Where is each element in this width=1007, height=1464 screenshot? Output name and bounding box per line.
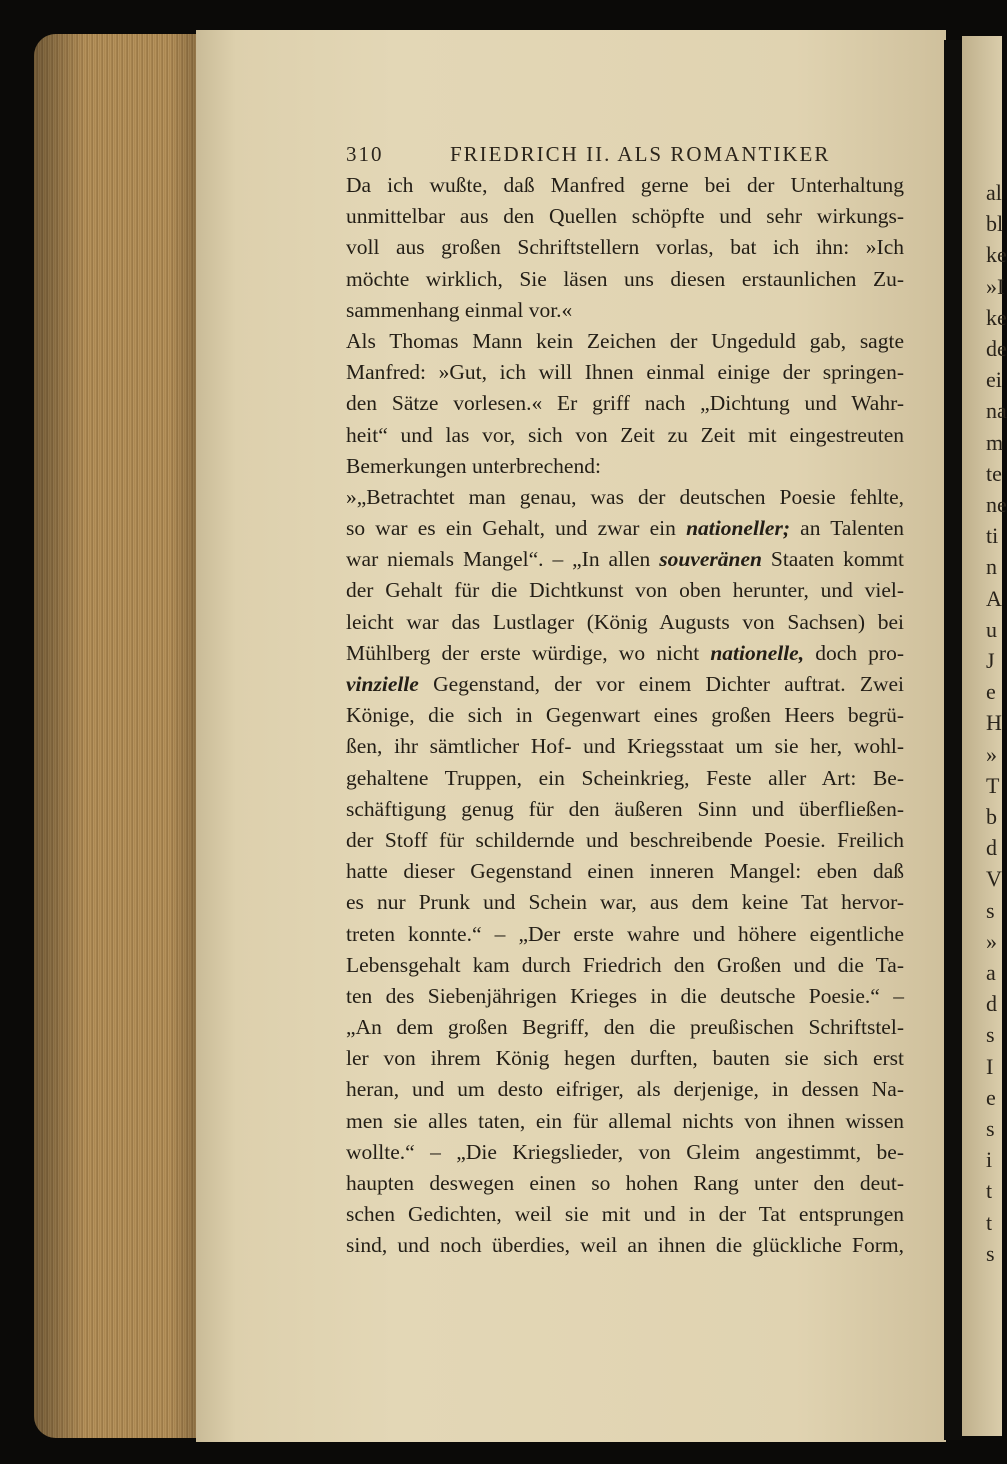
facing-page-fragment: t xyxy=(986,1178,993,1204)
facing-page-fragment: »I xyxy=(986,273,1005,299)
text-line xyxy=(346,981,904,1012)
line-text: der Stoff für schildernde und beschreibende Poesie. Freilich xyxy=(346,827,904,852)
facing-page-fragment: i xyxy=(986,1147,993,1173)
facing-page-fragment: J xyxy=(986,648,995,673)
text-line xyxy=(346,326,904,357)
line-text: voll aus großen Schriftstellern vorlas, bat ich ihn: »Ich xyxy=(346,235,904,260)
line-text: es nur Prunk und Schein war, aus dem keine Tat hervor- xyxy=(346,890,904,915)
facing-page-fragment: s xyxy=(986,897,995,923)
line-text: Bemerkungen unterbrechend: xyxy=(346,453,601,478)
facing-page-fragment: al xyxy=(986,180,1002,205)
text-line xyxy=(346,357,904,388)
text-line xyxy=(346,264,904,295)
line-text: ler von ihrem König hegen durften, bauten sie sich erst xyxy=(346,1046,904,1071)
book-gutter xyxy=(944,40,962,1440)
line-text: „An dem großen Begriff, den die preußischen Schriftstel- xyxy=(346,1015,904,1040)
line-text: Da ich wußte, daß Manfred gerne bei der Unterhaltung xyxy=(346,173,904,197)
facing-page-fragment: a xyxy=(986,960,996,985)
facing-page-fragment: ke xyxy=(986,242,1007,268)
text-line xyxy=(346,420,904,451)
text-line xyxy=(346,700,904,731)
facing-page-fragment: T xyxy=(986,772,1000,798)
text-line xyxy=(346,607,904,638)
text-line xyxy=(346,1199,904,1230)
text-line xyxy=(346,575,904,606)
line-text: an Talenten xyxy=(789,516,904,541)
page-number: 310 xyxy=(346,142,384,166)
line-text: »„Betrachtet man genau, was der deutschen Poesie fehlte, xyxy=(346,484,904,509)
facing-page-fragment: u xyxy=(986,616,997,642)
text-line xyxy=(346,763,904,794)
page-edges-shadow xyxy=(34,34,204,1438)
line-text: Manfred: »Gut, ich will Ihnen einmal einige der springen- xyxy=(346,360,904,385)
text-line xyxy=(346,731,904,762)
facing-page-fragment: n xyxy=(986,554,997,580)
line-text: war niemals Mangel“. – „In allen xyxy=(346,547,660,572)
facing-page-fragment: ei xyxy=(986,367,1002,393)
line-text: treten konnte.“ – „Der erste wahre und höhere eigentliche xyxy=(346,921,904,946)
line-text: wollte.“ – „Die Kriegslieder, von Gleim angestimmt, be- xyxy=(346,1139,904,1164)
line-text: der Gehalt für die Dichtkunst von oben herunter, und viel- xyxy=(346,578,904,603)
facing-page-fragment: H xyxy=(986,710,1002,736)
line-text: haupten deswegen einen so hohen Rang unter den deut- xyxy=(346,1171,904,1195)
text-line xyxy=(346,887,904,918)
text-line xyxy=(346,544,904,575)
facing-page-fragment: ne xyxy=(986,492,1007,517)
facing-page-fragment: ti xyxy=(986,523,999,549)
text-line xyxy=(346,451,904,482)
facing-page-fragment: I xyxy=(986,1053,994,1079)
line-text: Könige, die sich in Gegenwart eines großen Heers begrü- xyxy=(346,703,904,728)
emphasized-word: souveränen xyxy=(659,547,762,572)
running-head: FRIEDRICH II. ALS ROMANTIKER xyxy=(450,142,831,166)
line-text: möchte wirklich, Sie läsen uns diesen erstaunlichen Zu- xyxy=(346,266,904,291)
facing-page-fragment: V xyxy=(986,866,1002,892)
facing-page-fragment: e xyxy=(986,679,996,705)
line-text: sind, und noch überdies, weil an ihnen die glückliche Form, xyxy=(346,1233,904,1258)
text-line xyxy=(346,388,904,419)
text-line xyxy=(346,201,904,232)
text-line xyxy=(346,1137,904,1168)
facing-page-fragment: m xyxy=(986,429,1004,455)
line-text: Staaten kommt xyxy=(761,547,904,572)
text-line xyxy=(346,669,904,700)
text-line xyxy=(346,170,904,201)
text-line xyxy=(346,950,904,981)
text-line xyxy=(346,1106,904,1137)
text-line xyxy=(346,856,904,887)
text-line xyxy=(346,513,904,544)
page-header xyxy=(346,142,906,172)
line-text: Als Thomas Mann kein Zeichen der Ungeduld gab, sagte xyxy=(346,328,904,353)
emphasized-word: vinzielle xyxy=(346,672,419,696)
line-text: sammenhang einmal vor.« xyxy=(346,297,573,322)
facing-page-fragment: d xyxy=(986,835,997,861)
line-text: ten des Siebenjährigen Krieges in die deutsche Poesie.“ – xyxy=(346,983,904,1008)
text-line xyxy=(346,482,904,513)
facing-page-fragment: na xyxy=(986,398,1007,424)
facing-page-fragment: e xyxy=(986,1084,996,1110)
line-text: hatte dieser Gegenstand einen inneren Mangel: eben daß xyxy=(346,859,904,884)
facing-page-fragment: s xyxy=(986,1116,995,1141)
line-text: Lebensgehalt kam durch Friedrich den Großen und die Ta- xyxy=(346,952,904,977)
facing-page-fragment: d xyxy=(986,991,997,1017)
text-line xyxy=(346,825,904,856)
line-text: schäftigung genug für den äußeren Sinn und überfließen- xyxy=(346,796,904,821)
line-text: unmittelbar aus den Quellen schöpfte und sehr wirkungs- xyxy=(346,204,904,229)
body-text xyxy=(346,170,904,1262)
facing-page-fragment: ke xyxy=(986,304,1007,330)
text-line xyxy=(346,1012,904,1043)
emphasized-word: nationeller; xyxy=(686,516,790,541)
text-line xyxy=(346,1230,904,1261)
text-line xyxy=(346,794,904,825)
text-line xyxy=(346,1074,904,1105)
facing-page-fragment: » xyxy=(986,741,997,767)
text-line xyxy=(346,1043,904,1074)
line-text: men sie alles taten, ein für allemal nichts von ihnen wissen xyxy=(346,1108,904,1133)
facing-page-fragment: bl xyxy=(986,211,1004,237)
line-text: Mühlberg der erste würdige, wo nicht xyxy=(346,640,711,665)
line-text: leicht war das Lustlager (König Augusts von Sachsen) bei xyxy=(346,609,904,634)
facing-page-fragment: te xyxy=(986,460,1002,486)
line-text: doch pro- xyxy=(804,640,904,665)
line-text: so war es ein Gehalt, und zwar ein xyxy=(346,516,687,541)
line-text: ßen, ihr sämtlicher Hof- und Kriegsstaat um sie her, wohl- xyxy=(346,734,904,759)
emphasized-word: nationelle, xyxy=(710,640,805,665)
line-text: Gegenstand, der vor einem Dichter auftrat. Zwei xyxy=(418,672,904,696)
facing-page-fragment: de xyxy=(986,336,1007,361)
facing-page-fragment: A xyxy=(986,585,1002,611)
facing-page-fragment: s xyxy=(986,1240,995,1266)
text-line xyxy=(346,1168,904,1199)
text-line xyxy=(346,919,904,950)
text-line xyxy=(346,232,904,263)
line-text: schen Gedichten, weil sie mit und in der Tat entsprungen xyxy=(346,1202,904,1227)
facing-page-edge xyxy=(962,36,1007,1436)
text-line xyxy=(346,295,904,326)
facing-page-fragment: t xyxy=(986,1209,993,1235)
facing-page-fragment: b xyxy=(986,804,997,829)
text-line xyxy=(346,638,904,669)
facing-page-fragment: » xyxy=(986,928,997,954)
line-text: den Sätze vorlesen.« Er griff nach „Dichtung und Wahr- xyxy=(346,391,904,416)
facing-page-fragment: s xyxy=(986,1022,995,1048)
line-text: heran, und um desto eifriger, als derjenige, in dessen Na- xyxy=(346,1077,904,1102)
line-text: heit“ und las vor, sich von Zeit zu Zeit mit eingestreuten xyxy=(346,422,904,447)
line-text: gehaltene Truppen, ein Scheinkrieg, Feste aller Art: Be- xyxy=(346,765,904,790)
